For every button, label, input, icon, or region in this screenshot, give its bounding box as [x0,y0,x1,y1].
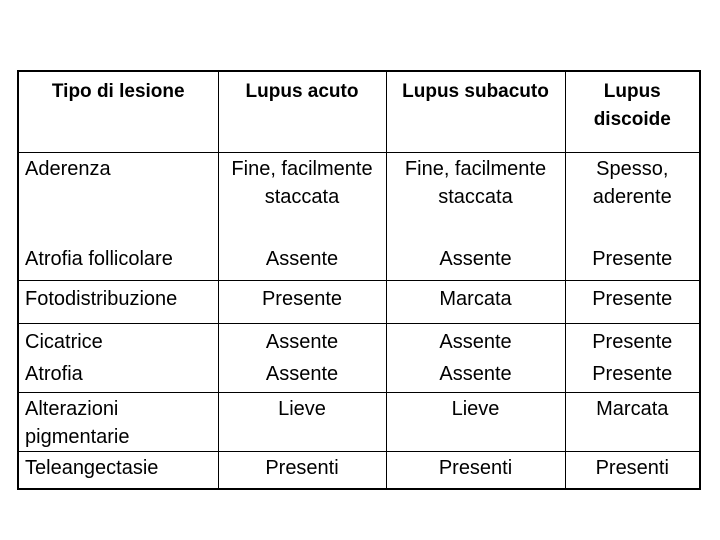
table-cell: Lieve [218,393,386,452]
table-cell: Presente [565,360,699,393]
table-row [19,281,699,324]
table-cell: Assente [386,324,565,361]
row-label: Atrofia follicolare [19,245,218,281]
table-cell: Lieve [386,393,565,452]
row-label: Atrofia [19,360,218,393]
table-row [19,452,699,491]
table-cell: Presente [565,245,699,281]
table-cell: Assente [386,360,565,393]
table-header-row [19,72,699,153]
header-discoid-lupus: Lupus discoide [565,72,699,153]
row-label: Aderenza [19,153,218,246]
header-acute-lupus: Lupus acuto [218,72,386,153]
row-label: Alterazioni pigmentarie [19,393,218,452]
header-lesion-type: Tipo di lesione [19,72,218,153]
table-cell: Assente [218,360,386,393]
lesion-comparison-table-frame [17,70,701,490]
table-cell: Marcata [386,281,565,324]
row-label: Fotodistribuzione [19,281,218,324]
row-label: Cicatrice [19,324,218,361]
header-subacute-lupus: Lupus subacuto [386,72,565,153]
table-row [19,360,699,393]
table-cell: Marcata [565,393,699,452]
table-cell: Presente [218,281,386,324]
table-cell: Spesso, aderente [592,158,672,208]
table-cell: Presente [565,281,699,324]
table-row [19,324,699,361]
table-cell: Presenti [595,457,669,479]
table-cell: Assente [386,245,565,281]
lesion-comparison-table [19,72,699,490]
table-row [19,153,699,246]
table-row [19,393,699,452]
table-cell: Fine, facilmente staccata [386,153,565,246]
table-row [19,245,699,281]
table-cell: Presente [592,331,673,353]
table-cell: Assente [218,245,386,281]
row-label: Teleangectasie [19,452,218,491]
table-cell: Fine, facilmente staccata [218,153,386,246]
table-cell: Assente [218,324,386,361]
table-cell: Presenti [386,452,565,491]
table-cell: Presenti [218,452,386,491]
